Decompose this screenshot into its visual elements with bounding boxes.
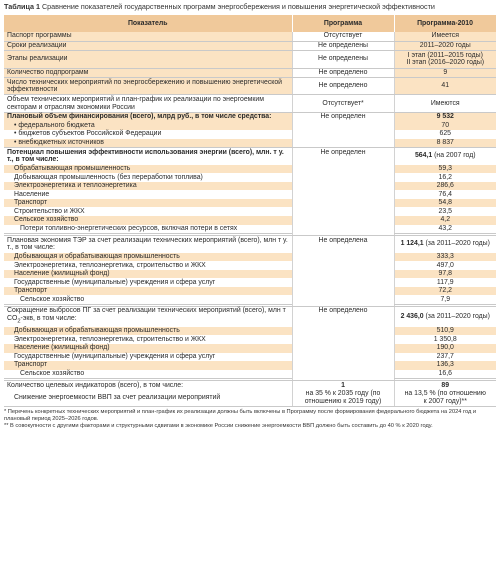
- row-label: Потери топливно-энергетических ресурсов, включая потери в сетях: [4, 225, 292, 234]
- program2010-value: 286,6: [394, 182, 496, 191]
- program2010-value: 136,3: [394, 361, 496, 370]
- table-row: [4, 353, 496, 362]
- table-row: [4, 165, 496, 174]
- table-row: [4, 361, 496, 370]
- table-row: [4, 236, 496, 253]
- program-value: Отсутствует*: [292, 95, 394, 112]
- footnote-1: * Перечень конкретных технических мероприятий и план-график их реализации должны быть включены в Программу после формирования федерального бюджета на 2024 год и плановый период 2025–2026 годов.: [4, 409, 477, 423]
- table-header-row: [4, 15, 496, 32]
- program-value: Не определены: [292, 51, 394, 68]
- row-label: Плановый объем финансирования (всего), млрд руб., в том числе средства:: [4, 112, 292, 121]
- label-part: -экв, в том числе:: [20, 315, 77, 323]
- table-row: [4, 327, 496, 336]
- program-value: Не определен: [292, 148, 394, 236]
- row-label: Количество подпрограмм: [4, 68, 292, 78]
- program2010-value: 333,3: [394, 253, 496, 262]
- row-label: Транспорт: [4, 287, 292, 296]
- table-row: [4, 278, 496, 287]
- program-value: Отсутствует: [292, 32, 394, 41]
- row-label: Сельское хозяйство: [4, 216, 292, 225]
- row-label: Сельское хозяйство: [4, 295, 292, 304]
- table-row: [4, 270, 496, 279]
- table-row: [4, 335, 496, 344]
- program-value: Не определен: [292, 112, 394, 147]
- table-row: [4, 148, 496, 165]
- line: на 35 % к 2035 году (по: [305, 390, 381, 398]
- program2010-value: Имеется: [394, 32, 496, 41]
- row-label: Сельское хозяйство: [4, 370, 292, 379]
- program-value: 1: [292, 381, 394, 390]
- table-row: [4, 95, 496, 112]
- stage-1: I этап (2011–2015 годы): [407, 51, 483, 59]
- row-label: Строительство и ЖКХ: [14, 207, 85, 215]
- row-label: Государственные (муниципальные) учреждения и сфера услуг: [14, 278, 216, 286]
- note: (за 2011–2020 годы): [423, 240, 490, 248]
- table-row: [4, 253, 496, 262]
- table-caption-label: Таблица 1: [4, 2, 40, 11]
- program2010-value: 70: [394, 121, 496, 130]
- table-row: [4, 41, 496, 51]
- program2010-value: 76,4: [394, 190, 496, 199]
- comparison-table: [4, 15, 497, 407]
- table-row: [4, 112, 496, 121]
- row-label: Потенциал повышения эффективности использования энергии (всего), млн. т у. т., в том числе:: [7, 148, 284, 164]
- table-row: [4, 207, 496, 216]
- row-label: Паспорт программы: [4, 32, 292, 41]
- row-label: Государственные (муниципальные) учреждения и сфера услуг: [14, 352, 216, 360]
- program2010-value: [394, 148, 496, 165]
- table-row: [4, 295, 496, 304]
- header-program: Программа: [292, 15, 394, 32]
- table-row: [4, 307, 496, 327]
- row-label: Добывающая и обрабатывающая промышленность: [4, 253, 292, 262]
- program2010-value: 117,9: [394, 278, 496, 287]
- table-row: [4, 390, 496, 407]
- program-value: Не определено: [292, 68, 394, 78]
- program2010-value: 7,9: [394, 295, 496, 304]
- line: к 2007 году)**: [423, 398, 467, 405]
- program-value: Не определено: [292, 307, 394, 381]
- stage-2: II этап (2016–2020 годы): [406, 59, 485, 67]
- note: (на 2007 год): [432, 152, 476, 160]
- row-label: Электроэнергетика и теплоэнергетика: [4, 182, 292, 191]
- program-value: Не определены: [292, 41, 394, 51]
- program2010-value: 4,2: [394, 216, 496, 225]
- row-label: Электроэнергетика, теплоэнергетика, строительство и ЖКХ: [14, 335, 206, 343]
- row-label: Население (жилищный фонд): [4, 344, 292, 353]
- row-label: Электроэнергетика, теплоэнергетика, строительство и ЖКХ: [14, 261, 206, 269]
- footnotes: [4, 407, 496, 430]
- row-label: Добывающая и обрабатывающая промышленность: [4, 327, 292, 336]
- table-row: [4, 139, 496, 148]
- table-row: [4, 216, 496, 225]
- table-row: [4, 130, 496, 139]
- program2010-value: 43,2: [394, 225, 496, 234]
- row-label: Количество целевых индикаторов (всего), в том числе:: [7, 381, 183, 389]
- program2010-value: Имеются: [394, 95, 496, 112]
- line: отношению к 2019 году): [304, 398, 382, 405]
- table-row: [4, 199, 496, 208]
- table-row: [4, 381, 496, 390]
- program2010-value: 41: [394, 78, 496, 95]
- document-page: [4, 0, 496, 430]
- table-row: [4, 190, 496, 199]
- table-row: [4, 182, 496, 191]
- row-label: Число технических мероприятий по энергосбережению и повышению энергетической эффективности: [4, 78, 292, 95]
- program2010-value: 625: [394, 130, 496, 139]
- table-row: [4, 78, 496, 95]
- row-label: • внебюджетных источников: [4, 139, 292, 148]
- program2010-value: 9 532: [394, 112, 496, 121]
- table-row: [4, 344, 496, 353]
- row-label: Плановая экономия ТЭР за счет реализации технических мероприятий (всего), млн т у. т., в том числе:: [7, 236, 288, 252]
- row-label: [4, 307, 292, 327]
- row-label: • бюджетов субъектов Российской Федерации: [4, 130, 292, 139]
- row-label: Этапы реализации: [4, 51, 292, 68]
- program2010-value: 54,8: [394, 199, 496, 208]
- program2010-value: [394, 236, 496, 253]
- program2010-value: 1 350,8: [394, 335, 496, 344]
- row-label: Население: [14, 190, 50, 198]
- table-row: [4, 225, 496, 234]
- row-label: Транспорт: [4, 361, 292, 370]
- program2010-value: 237,7: [394, 353, 496, 362]
- header-program-2010: Программа-2010: [394, 15, 496, 32]
- program2010-value: 2011–2020 годы: [394, 41, 496, 51]
- row-label: Снижение энергоемкости ВВП за счет реализации мероприятий: [4, 390, 292, 407]
- line: на 13,5 % (по отношению: [404, 390, 486, 398]
- footnote-2: ** В совокупности с другими факторами и структурными сдвигами в экономике России снижение энергоемкости ВВП должно быть составить до 40 % к 2020 году.: [4, 423, 433, 430]
- program2010-value: [394, 307, 496, 327]
- header-indicator: Показатель: [4, 15, 292, 32]
- program2010-value: 190,0: [394, 344, 496, 353]
- note: (за 2011–2020 годы): [423, 312, 490, 320]
- program2010-value: 23,5: [394, 207, 496, 216]
- row-label: Население (жилищный фонд): [4, 270, 292, 279]
- table-row: [4, 287, 496, 296]
- value: 2 436,0: [400, 312, 424, 320]
- row-label: Добывающая промышленность (без переработки топлива): [14, 173, 203, 181]
- table-caption: [4, 0, 496, 15]
- program-value: [292, 390, 394, 407]
- program2010-value: [394, 390, 496, 407]
- program2010-value: 89: [394, 381, 496, 390]
- row-label: Транспорт: [4, 199, 292, 208]
- row-label: • федерального бюджета: [4, 121, 292, 130]
- label-part: Сокращение выбросов ПГ за счет реализации технических мероприятий (всего), млн т CO: [7, 307, 286, 323]
- row-label: Сроки реализации: [4, 41, 292, 51]
- table-row: [4, 370, 496, 379]
- program2010-value: 16,6: [394, 370, 496, 379]
- program2010-value: 9: [394, 68, 496, 78]
- program2010-value: 8 837: [394, 139, 496, 148]
- table-row: [4, 51, 496, 68]
- table-row: [4, 68, 496, 78]
- table-caption-text: Сравнение показателей государственных программ энергосбережения и повышения энергетической эффективности: [41, 2, 435, 11]
- program2010-value: 497,0: [394, 261, 496, 270]
- program2010-value: 97,8: [394, 270, 496, 279]
- value: 564,1: [414, 152, 433, 160]
- table-row: [4, 121, 496, 130]
- program-value: Не определена: [292, 236, 394, 307]
- table-row: [4, 32, 496, 41]
- table-row: [4, 173, 496, 182]
- program2010-value: [394, 51, 496, 68]
- table-row: [4, 261, 496, 270]
- program2010-value: 510,9: [394, 327, 496, 336]
- row-label: Объем технических мероприятий и план-график их реализации по энергоемким секторам и отраслям экономики России: [4, 95, 292, 112]
- program-value: Не определено: [292, 78, 394, 95]
- program2010-value: 72,2: [394, 287, 496, 296]
- program2010-value: 59,3: [394, 165, 496, 174]
- value: 1 124,1: [400, 240, 424, 248]
- program2010-value: 16,2: [394, 173, 496, 182]
- row-label: Обрабатывающая промышленность: [4, 165, 292, 174]
- subscript: 2: [17, 318, 21, 325]
